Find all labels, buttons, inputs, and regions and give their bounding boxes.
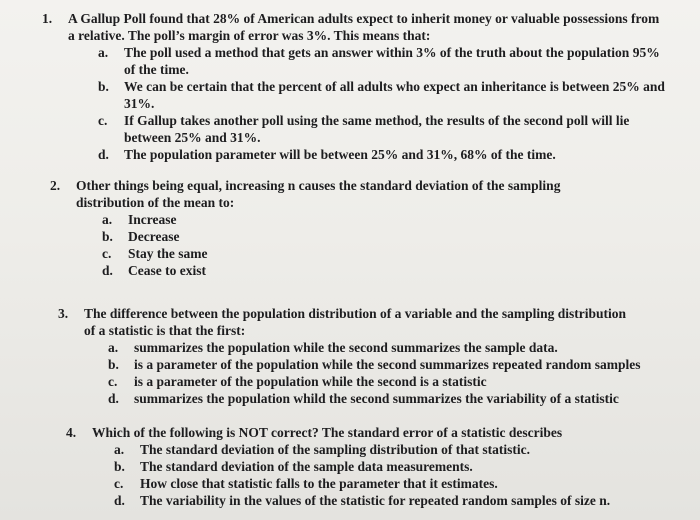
question-2 <box>50 177 675 279</box>
answer-option[interactable] <box>108 373 678 390</box>
option-letter: c. <box>108 374 118 389</box>
option-letter: a. <box>102 212 113 227</box>
question-4-stem <box>66 424 666 441</box>
answer-option[interactable] <box>102 211 402 228</box>
answer-option[interactable] <box>114 441 666 458</box>
question-number: 1. <box>42 11 53 26</box>
question-number: 4. <box>66 425 77 440</box>
option-text: Increase <box>128 212 177 227</box>
option-letter: d. <box>108 391 119 406</box>
option-text: is a parameter of the population while the second summarizes repeated random samples <box>134 357 641 372</box>
answer-option[interactable] <box>98 78 666 112</box>
answer-option[interactable] <box>98 146 666 163</box>
option-text: The standard deviation of the sampling distribution of that statistic. <box>140 442 531 457</box>
answer-option[interactable] <box>102 245 402 262</box>
option-letter: a. <box>98 45 109 60</box>
option-text: Decrease <box>128 229 180 244</box>
answer-options <box>98 44 666 163</box>
option-letter: c. <box>102 246 112 261</box>
answer-option[interactable] <box>108 339 678 356</box>
option-letter: b. <box>98 79 109 94</box>
option-text: If Gallup takes another poll using the same method, the results of the second poll will lie between 25% and 31%. <box>124 113 630 145</box>
question-1-stem <box>42 10 678 44</box>
answer-option[interactable] <box>98 44 666 78</box>
question-text-continued: of a statistic is that the first: <box>84 323 246 338</box>
question-text-continued: distribution of the mean to: <box>76 195 235 210</box>
option-letter: d. <box>98 147 109 162</box>
question-text: The difference between the population distribution of a variable and the sampling distribution <box>84 306 627 321</box>
question-4 <box>66 424 666 509</box>
answer-option[interactable] <box>108 356 678 373</box>
option-text: Stay the same <box>128 246 208 261</box>
answer-option[interactable] <box>114 475 666 492</box>
answer-options <box>102 211 402 279</box>
question-1 <box>42 10 678 163</box>
option-text: The population parameter will be between 25% and 31%, 68% of the time. <box>124 147 556 162</box>
question-2-stem <box>50 177 675 211</box>
option-letter: b. <box>114 459 125 474</box>
question-number: 2. <box>50 178 61 193</box>
option-letter: d. <box>102 263 113 278</box>
question-number: 3. <box>58 306 69 321</box>
option-text: We can be certain that the percent of all adults who expect an inheritance is between 25% and 31%. <box>124 79 665 111</box>
answer-options <box>108 339 678 407</box>
option-letter: b. <box>102 229 113 244</box>
answer-options <box>114 441 666 509</box>
answer-option[interactable] <box>114 492 666 509</box>
answer-option[interactable] <box>108 390 678 407</box>
answer-option[interactable] <box>114 458 666 475</box>
question-text-continued: a relative. The poll’s margin of error was 3%. This means that: <box>68 28 431 43</box>
question-text: Which of the following is NOT correct? The standard error of a statistic describes <box>92 425 563 440</box>
option-text: summarizes the population while the second summarizes the sample data. <box>134 340 558 355</box>
option-text: summarizes the population whild the second summarizes the variability of a statistic <box>134 391 619 406</box>
option-text: The poll used a method that gets an answer within 3% of the truth about the population 95% of the time. <box>124 45 660 77</box>
option-letter: a. <box>114 442 125 457</box>
option-letter: d. <box>114 493 125 508</box>
option-text: is a parameter of the population while the second is a statistic <box>134 374 487 389</box>
answer-option[interactable] <box>102 262 402 279</box>
option-text: Cease to exist <box>128 263 206 278</box>
option-letter: b. <box>108 357 119 372</box>
option-text: The standard deviation of the sample data measurements. <box>140 459 473 474</box>
question-text: A Gallup Poll found that 28% of American adults expect to inherit money or valuable possessions from <box>68 11 660 26</box>
question-text: Other things being equal, increasing n causes the standard deviation of the sampling <box>76 178 561 193</box>
question-3 <box>58 305 678 407</box>
option-letter: c. <box>114 476 124 491</box>
answer-option[interactable] <box>98 112 666 146</box>
option-letter: a. <box>108 340 119 355</box>
option-letter: c. <box>98 113 108 128</box>
option-text: The variability in the values of the statistic for repeated random samples of size n. <box>140 493 611 508</box>
answer-option[interactable] <box>102 228 402 245</box>
option-text: How close that statistic falls to the parameter that it estimates. <box>140 476 498 491</box>
question-3-stem <box>58 305 678 339</box>
